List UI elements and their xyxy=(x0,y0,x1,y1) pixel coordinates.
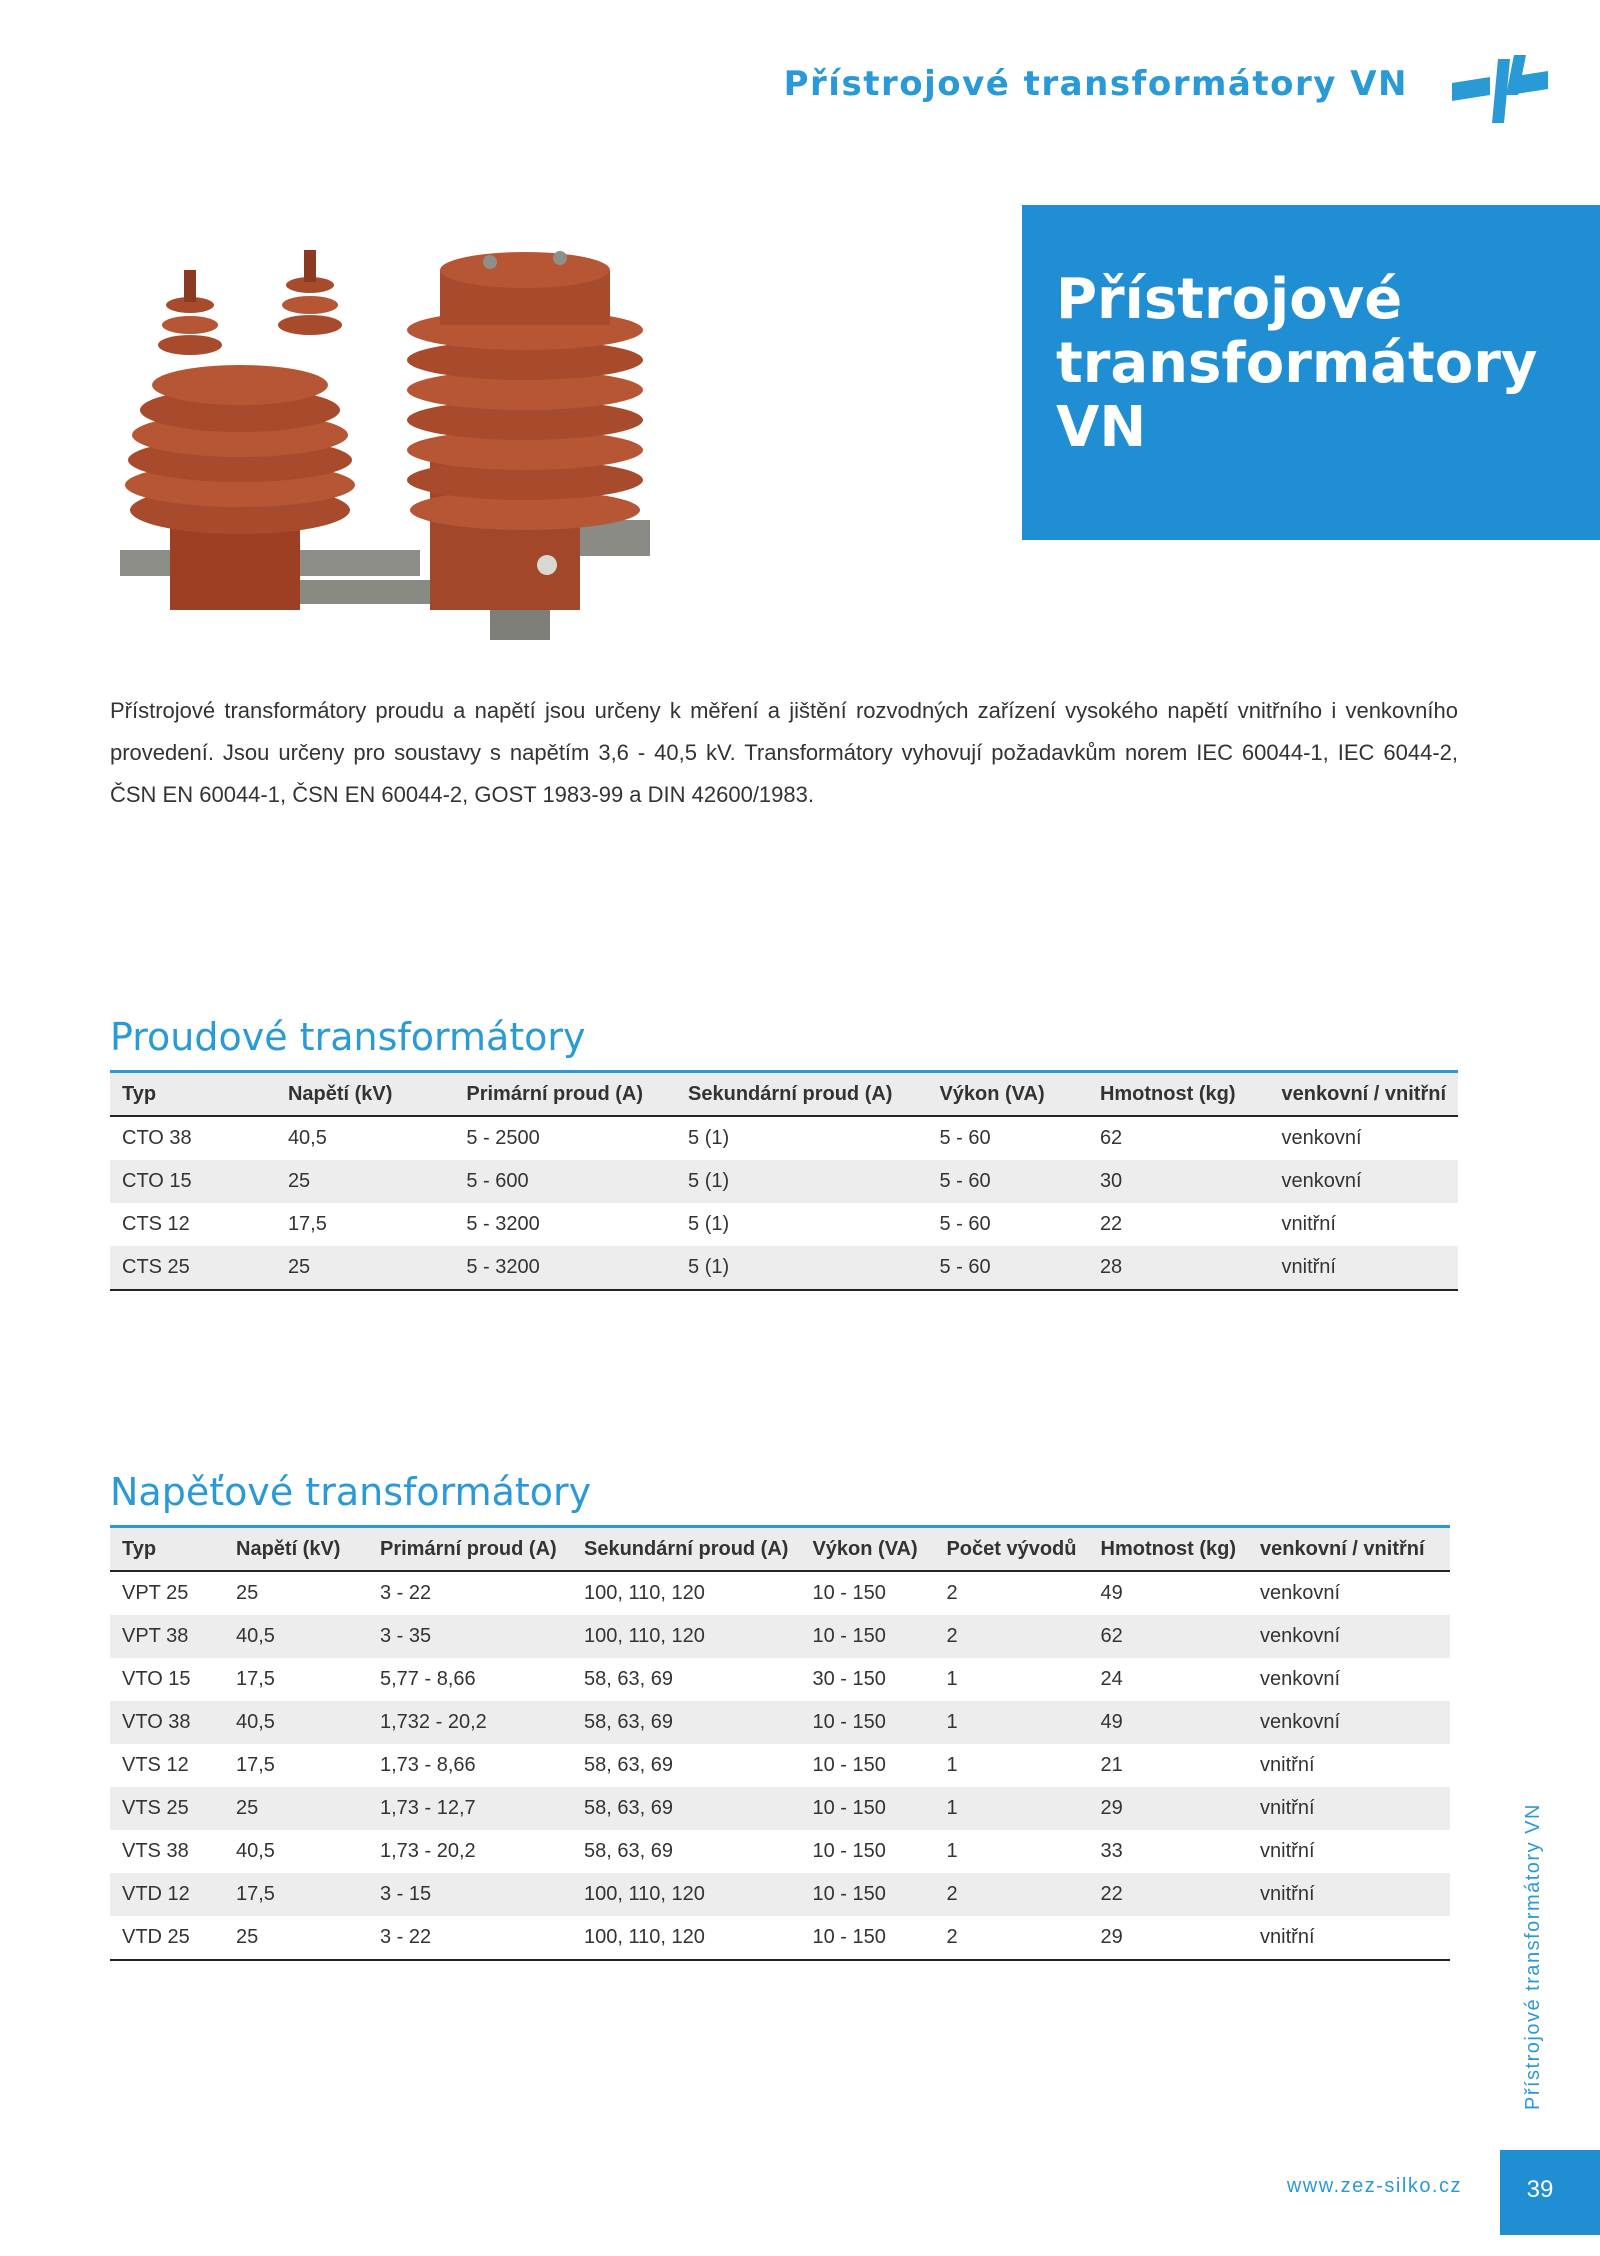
table-cell: 2 xyxy=(934,1615,1088,1658)
table-row xyxy=(110,1701,1450,1744)
table-cell: 10 - 150 xyxy=(812,1582,886,1604)
table-cell: 1 xyxy=(934,1787,1088,1830)
table-cell: vnitřní xyxy=(1281,1213,1336,1235)
table-cell: VTS 25 xyxy=(110,1787,224,1830)
table-cell: 49 xyxy=(1100,1582,1123,1604)
table-cell: 10 - 150 xyxy=(800,1615,934,1658)
column-header: Hmotnost (kg) xyxy=(1088,1072,1270,1117)
table-row xyxy=(110,1160,1458,1203)
table-cell: 5 (1) xyxy=(676,1160,927,1203)
table-cell: venkovní xyxy=(1270,1160,1458,1203)
table-cell: 25 xyxy=(276,1246,454,1290)
table-row xyxy=(110,1830,1450,1873)
table-cell: 58, 63, 69 xyxy=(584,1840,673,1862)
table-cell: VTS 12 xyxy=(122,1754,189,1776)
table-cell: 5 - 600 xyxy=(454,1160,676,1203)
table-cell: VTO 38 xyxy=(110,1701,224,1744)
table-cell: CTO 38 xyxy=(122,1127,192,1149)
table-cell: 1,732 - 20,2 xyxy=(368,1701,572,1744)
table-cell: VTO 15 xyxy=(122,1668,191,1690)
column-header: Napětí (kV) xyxy=(224,1527,368,1572)
table-cell: 40,5 xyxy=(224,1701,368,1744)
table-cell: 5 - 2500 xyxy=(466,1127,540,1149)
table-cell: 25 xyxy=(236,1582,259,1604)
table-cell: 30 - 150 xyxy=(812,1668,886,1690)
hero-title: Přístrojové transformátory VN xyxy=(1056,267,1538,460)
table-cell: 100, 110, 120 xyxy=(572,1615,800,1658)
table-cell: CTS 25 xyxy=(110,1246,276,1290)
table-cell: 58, 63, 69 xyxy=(584,1754,673,1776)
table-cell: 5 - 3200 xyxy=(466,1213,540,1235)
table-cell: 10 - 150 xyxy=(812,1840,886,1862)
table-row xyxy=(110,1615,1450,1658)
table-cell: 100, 110, 120 xyxy=(572,1916,800,1960)
table-cell: 17,5 xyxy=(236,1668,275,1690)
table-cell: 5 (1) xyxy=(676,1246,927,1290)
column-header: Napětí (kV) xyxy=(276,1072,454,1117)
table-cell: 40,5 xyxy=(287,1127,327,1149)
table-cell: 5,77 - 8,66 xyxy=(380,1668,476,1690)
table-cell: 58, 63, 69 xyxy=(572,1787,800,1830)
table-cell: venkovní xyxy=(1248,1701,1450,1744)
table-cell: 100, 110, 120 xyxy=(584,1582,705,1604)
table-cell: 1 xyxy=(946,1840,958,1862)
column-header: Typ xyxy=(110,1527,224,1572)
table-cell: 2 xyxy=(934,1916,1088,1960)
intro-paragraph: Přístrojové transformátory proudu a napětí jsou určeny k měření a jištění rozvodných zařízení vysokého napětí vnitřního i venkovního provedení. Jsou určeny pro soustavy s napětím 3,6 - 40,5 kV. Transformátory vyhovují požadavkům norem IEC 60044-1, IEC 6044-2, ČSN EN 60044-1, ČSN EN 60044-2, GOST 1983-99 a DIN 42600/1983. xyxy=(110,698,1458,807)
table-cell: venkovní xyxy=(1260,1582,1341,1604)
table-cell: 1 xyxy=(946,1668,958,1690)
table-header-row xyxy=(110,1527,1450,1572)
table-cell: 3 - 15 xyxy=(368,1873,572,1916)
table-cell: VTS 38 xyxy=(122,1840,189,1862)
table-cell: 2 xyxy=(946,1582,958,1604)
table-cell: 10 - 150 xyxy=(800,1787,934,1830)
table-row xyxy=(110,1787,1450,1830)
table-cell: vnitřní xyxy=(1248,1787,1450,1830)
table-cell: 28 xyxy=(1088,1246,1270,1290)
table-cell: venkovní xyxy=(1260,1668,1341,1690)
current-transformer-image xyxy=(407,251,650,640)
table-cell: vnitřní xyxy=(1270,1246,1458,1290)
table-cell: 1,73 - 8,66 xyxy=(380,1754,476,1776)
table-row xyxy=(110,1744,1450,1787)
column-header: Sekundární proud (A) xyxy=(572,1527,800,1572)
table-cell: 5 - 60 xyxy=(939,1127,991,1149)
table-cell: 5 - 60 xyxy=(927,1246,1088,1290)
table-cell: vnitřní xyxy=(1248,1873,1450,1916)
table-row xyxy=(110,1203,1458,1246)
table-row xyxy=(110,1571,1450,1615)
column-header: Hmotnost (kg) xyxy=(1089,1527,1249,1572)
voltage-transformer-image xyxy=(120,250,430,610)
table-cell: 29 xyxy=(1089,1787,1249,1830)
page-header-title: Přístrojové transformátory VN xyxy=(783,64,1408,104)
table-header-row xyxy=(110,1072,1458,1117)
table-cell: 17,5 xyxy=(224,1873,368,1916)
table-cell: vnitřní xyxy=(1248,1916,1450,1960)
table-cell: 58, 63, 69 xyxy=(572,1701,800,1744)
table-row xyxy=(110,1658,1450,1701)
table-row xyxy=(110,1873,1450,1916)
table-cell: 2 xyxy=(934,1873,1088,1916)
table-cell: 5 (1) xyxy=(688,1213,730,1235)
table-cell: 33 xyxy=(1100,1840,1123,1862)
table-cell: 25 xyxy=(224,1787,368,1830)
table-cell: 100, 110, 120 xyxy=(572,1873,800,1916)
table-cell: venkovní xyxy=(1281,1127,1362,1149)
table-cell: 5 - 60 xyxy=(939,1213,991,1235)
table-cell: 1 xyxy=(946,1754,958,1776)
table-cell: 10 - 150 xyxy=(800,1916,934,1960)
table-row xyxy=(110,1116,1458,1160)
table-cell: 21 xyxy=(1100,1754,1123,1776)
transformer-product-photo xyxy=(110,240,760,640)
side-section-label: Přístrojové transformátory VN xyxy=(1522,1803,1544,2110)
current-transformers-heading: Proudové transformátory xyxy=(110,1015,586,1059)
table-cell: CTO 15 xyxy=(110,1160,276,1203)
table-cell: VPT 38 xyxy=(110,1615,224,1658)
table-cell: 1,73 - 12,7 xyxy=(368,1787,572,1830)
table-cell: 49 xyxy=(1089,1701,1249,1744)
table-cell: 10 - 150 xyxy=(812,1754,886,1776)
table-cell: 3 - 22 xyxy=(368,1916,572,1960)
table-cell: 22 xyxy=(1099,1213,1123,1235)
footer-website-link[interactable]: www.zez-silko.cz xyxy=(1286,2175,1462,2197)
voltage-transformers-heading: Napěťové transformátory xyxy=(110,1470,592,1514)
current-transformers-table xyxy=(110,1070,1458,1291)
table-cell: 10 - 150 xyxy=(800,1873,934,1916)
table-cell: 3 - 35 xyxy=(368,1615,572,1658)
table-cell: 62 xyxy=(1099,1127,1123,1149)
column-header: Sekundární proud (A) xyxy=(676,1072,927,1117)
table-cell: 22 xyxy=(1089,1873,1249,1916)
table-cell: VTD 12 xyxy=(110,1873,224,1916)
table-cell: vnitřní xyxy=(1260,1840,1315,1862)
table-cell: 24 xyxy=(1100,1668,1123,1690)
table-cell: 30 xyxy=(1088,1160,1270,1203)
table-cell: 5 - 60 xyxy=(927,1160,1088,1203)
column-header: Výkon (VA) xyxy=(927,1072,1088,1117)
table-cell: 5 - 3200 xyxy=(454,1246,676,1290)
table-cell: vnitřní xyxy=(1260,1754,1315,1776)
company-logo-icon xyxy=(1452,55,1548,127)
table-cell: 3 - 22 xyxy=(380,1582,432,1604)
column-header: venkovní / vnitřní xyxy=(1248,1527,1450,1572)
table-cell: 17,5 xyxy=(287,1213,327,1235)
table-cell: 1,73 - 20,2 xyxy=(380,1840,476,1862)
table-cell: 62 xyxy=(1089,1615,1249,1658)
table-cell: 58, 63, 69 xyxy=(584,1668,673,1690)
page-number: 39 xyxy=(1526,2176,1554,2203)
column-header: Typ xyxy=(110,1072,276,1117)
table-cell: CTS 12 xyxy=(122,1213,190,1235)
column-header: Primární proud (A) xyxy=(368,1527,572,1572)
table-cell: 25 xyxy=(276,1160,454,1203)
table-cell: 29 xyxy=(1089,1916,1249,1960)
table-row xyxy=(110,1916,1450,1960)
column-header: Primární proud (A) xyxy=(454,1072,676,1117)
column-header: Výkon (VA) xyxy=(800,1527,934,1572)
column-header: venkovní / vnitřní xyxy=(1270,1072,1458,1117)
voltage-transformers-table xyxy=(110,1525,1450,1961)
table-cell: 40,5 xyxy=(236,1840,275,1862)
table-row xyxy=(110,1246,1458,1290)
table-cell: 25 xyxy=(224,1916,368,1960)
table-cell: VPT 25 xyxy=(122,1582,189,1604)
column-header: Počet vývodů xyxy=(934,1527,1088,1572)
table-cell: 1 xyxy=(934,1701,1088,1744)
table-cell: VTD 25 xyxy=(110,1916,224,1960)
table-cell: 5 (1) xyxy=(688,1127,730,1149)
table-cell: venkovní xyxy=(1248,1615,1450,1658)
table-cell: 10 - 150 xyxy=(800,1701,934,1744)
table-cell: 17,5 xyxy=(236,1754,275,1776)
table-cell: 40,5 xyxy=(224,1615,368,1658)
